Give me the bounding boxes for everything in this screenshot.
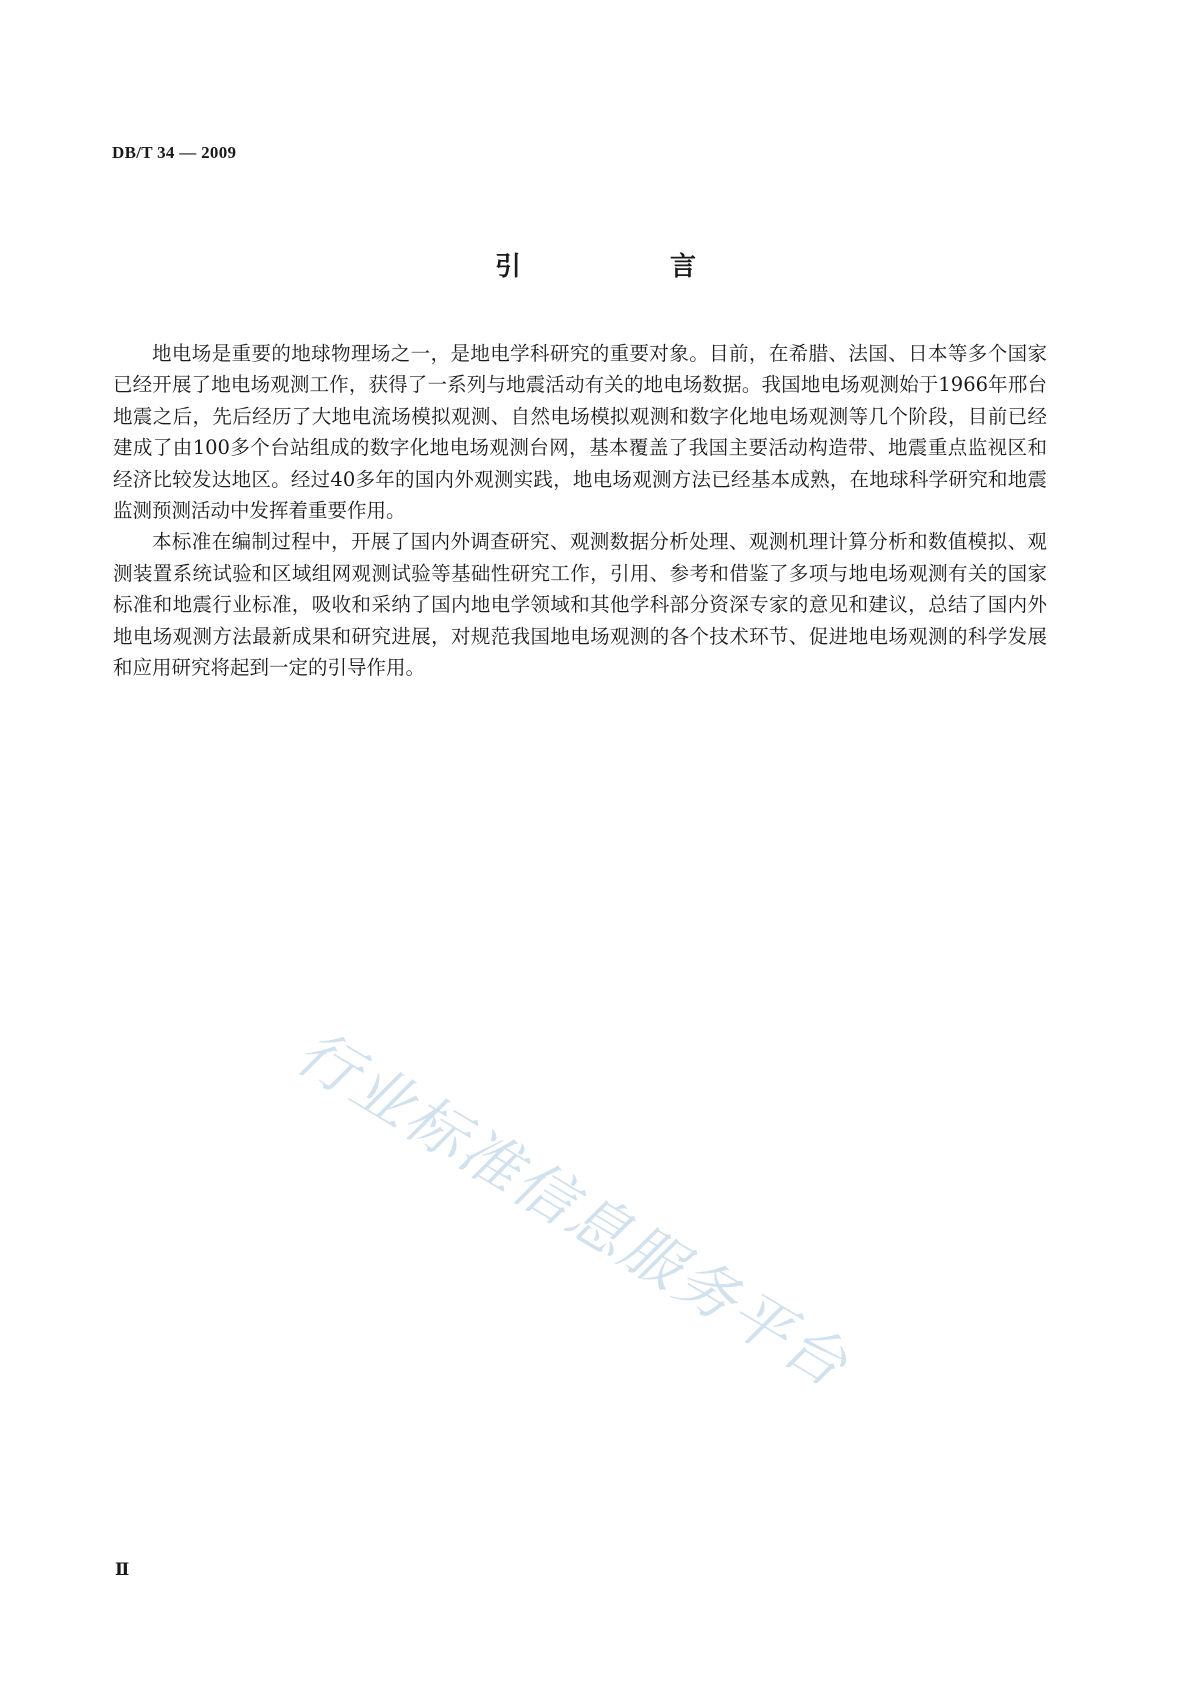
- paragraph-1: 地电场是重要的地球物理场之一，是地电学科研究的重要对象。目前，在希腊、法国、日本等多个国家已经开展了地电场观测工作，获得了一系列与地震活动有关的地电场数据。我国地电场观测始于1966年邢台地震之后，先后经历了大地电流场模拟观测、自然电场模拟观测和数字化地电场观测等几个阶段，目前已经建成了由100多个台站组成的数字化地电场观测台网，基本覆盖了我国主要活动构造带、地震重点监视区和经济比较发达地区。经过40多年的国内外观测实践，地电场观测方法已经基本成熟，在地球科学研究和地震监测预测活动中发挥着重要作用。: [113, 342, 1047, 523]
- paragraph-2: 本标准在编制过程中，开展了国内外调查研究、观测数据分析处理、观测机理计算分析和数值模拟、观测装置系统试验和区域组网观测试验等基础性研究工作，引用、参考和借鉴了多项与地电场观测有关的国家标准和地震行业标准，吸收和采纳了国内地电学领域和其他学科部分资深专家的意见和建议，总结了国内外地电场观测方法最新成果和研究进展，对规范我国地电场观测的各个技术环节、促进地电场观测的科学发展和应用研究将起到一定的引导作用。: [113, 530, 1047, 680]
- watermark: 行业标准信息服务平台: [284, 1017, 861, 1402]
- standard-code: DB/T 34 — 2009: [112, 143, 237, 162]
- page-number: Ⅱ: [115, 1560, 130, 1579]
- page-title: 引 言: [494, 252, 767, 282]
- body-text: [113, 338, 1047, 683]
